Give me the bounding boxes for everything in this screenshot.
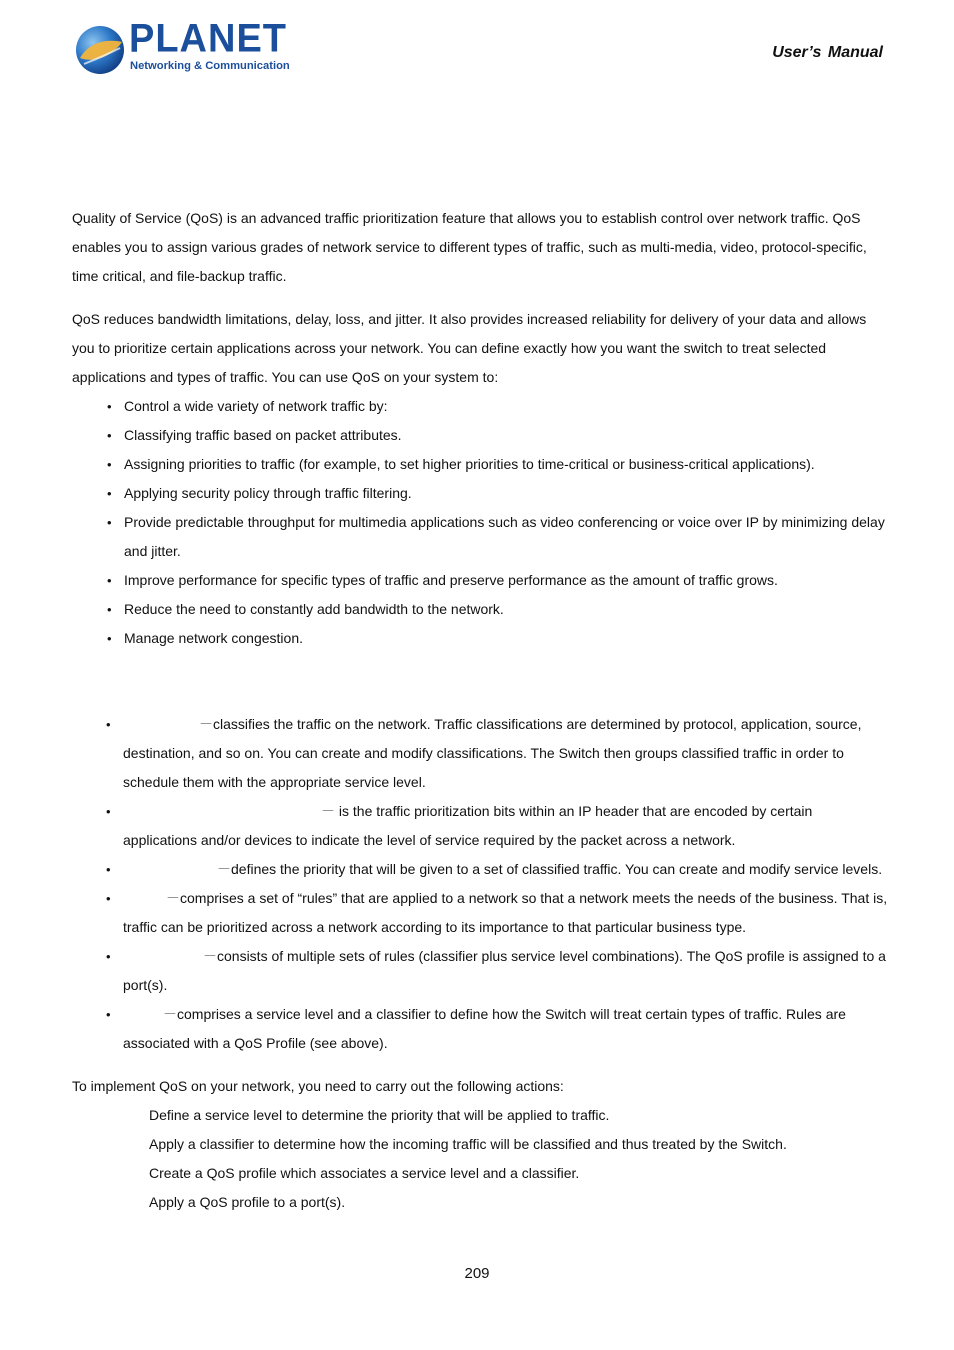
list-item: • Classifying traffic based on packet attributes.	[72, 421, 888, 450]
term-description: comprises a service level and a classifier to define how the Switch will treat certain types of traffic. Rules are associated with a QoS Profile (see above).	[123, 1006, 846, 1051]
implement-intro: To implement QoS on your network, you need to carry out the following actions:	[72, 1078, 564, 1094]
qos-uses-list	[72, 392, 888, 653]
list-item: • Reduce the need to constantly add bandwidth to the network.	[72, 595, 888, 624]
intro-paragraph-2: QoS reduces bandwidth limitations, delay, loss, and jitter. It also provides increased reliability for delivery of your data and allows you to prioritize certain applications across your network. You can define exactly how you want the switch to treat selected applications and types of traffic. You can use QoS on your system to:	[72, 311, 867, 385]
list-item: Create a QoS profile which associates a service level and a classifier.	[149, 1165, 580, 1181]
planet-globe-icon	[74, 24, 126, 76]
list-item: Define a service level to determine the priority that will be applied to traffic.	[149, 1107, 610, 1123]
list-item: • Provide predictable throughput for multimedia applications such as video conferencing or voice over IP by minimizing delay and jitter.	[72, 508, 888, 566]
intro-paragraph-1: Quality of Service (QoS) is an advanced traffic prioritization feature that allows you to establish control over network traffic. QoS enables you to assign various grades of network service to different types of traffic, such as multi-media, video, protocol-specific, time critical, and file-backup traffic.	[72, 210, 867, 284]
term-description: classifies the traffic on the network. Traffic classifications are determined by protocol, application, source, destination, and so on. You can create and modify classifications. The Switch then groups classified traffic in order to schedule them with the appropriate service level.	[123, 716, 862, 790]
term-item	[72, 942, 888, 1000]
term-description: is the traffic prioritization bits within an IP header that are encoded by certain applications and/or devices to indicate the level of service required by the packet across a network.	[123, 803, 813, 848]
list-item: • Applying security policy through traffic filtering.	[72, 479, 888, 508]
term-item	[72, 710, 888, 797]
term-description: comprises a set of “rules” that are applied to a network so that a network meets the needs of the business. That is, traffic can be prioritized across a network according to its importance to that particular business type.	[123, 890, 888, 935]
term-dash: －	[321, 803, 339, 819]
term-item	[72, 797, 888, 855]
logo-wordmark: PLANET	[129, 16, 287, 62]
list-item: • Assigning priorities to traffic (for example, to set higher priorities to time-critical or business-critical applications).	[72, 450, 888, 479]
term-item	[72, 1000, 888, 1058]
qos-terms-list	[72, 710, 888, 1058]
term-dash: －	[217, 861, 231, 877]
list-item: • Control a wide variety of network traffic by:	[72, 392, 888, 421]
list-item: • Improve performance for specific types of traffic and preserve performance as the amount of traffic grows.	[72, 566, 888, 595]
planet-logo	[74, 16, 290, 78]
implement-steps-list	[72, 1101, 888, 1217]
term-description: consists of multiple sets of rules (classifier plus service level combinations). The QoS profile is assigned to a port(s).	[123, 948, 886, 993]
list-item: • Manage network congestion.	[72, 624, 888, 653]
term-item	[72, 884, 888, 942]
page-number: 209	[464, 1265, 490, 1282]
term-item	[72, 855, 888, 884]
list-item: Apply a QoS profile to a port(s).	[149, 1194, 346, 1210]
term-description: defines the priority that will be given to a set of classified traffic. You can create and modify service levels.	[231, 861, 883, 877]
term-dash: －	[199, 716, 213, 732]
list-item: Apply a classifier to determine how the incoming traffic will be classified and thus treated by the Switch.	[149, 1136, 787, 1152]
manual-label: User’s Manual	[772, 44, 883, 61]
term-dash: －	[166, 890, 180, 906]
term-dash: －	[203, 948, 217, 964]
logo-tagline: Networking & Communication	[130, 60, 290, 72]
page-content	[72, 204, 888, 1217]
term-dash: －	[163, 1006, 177, 1022]
